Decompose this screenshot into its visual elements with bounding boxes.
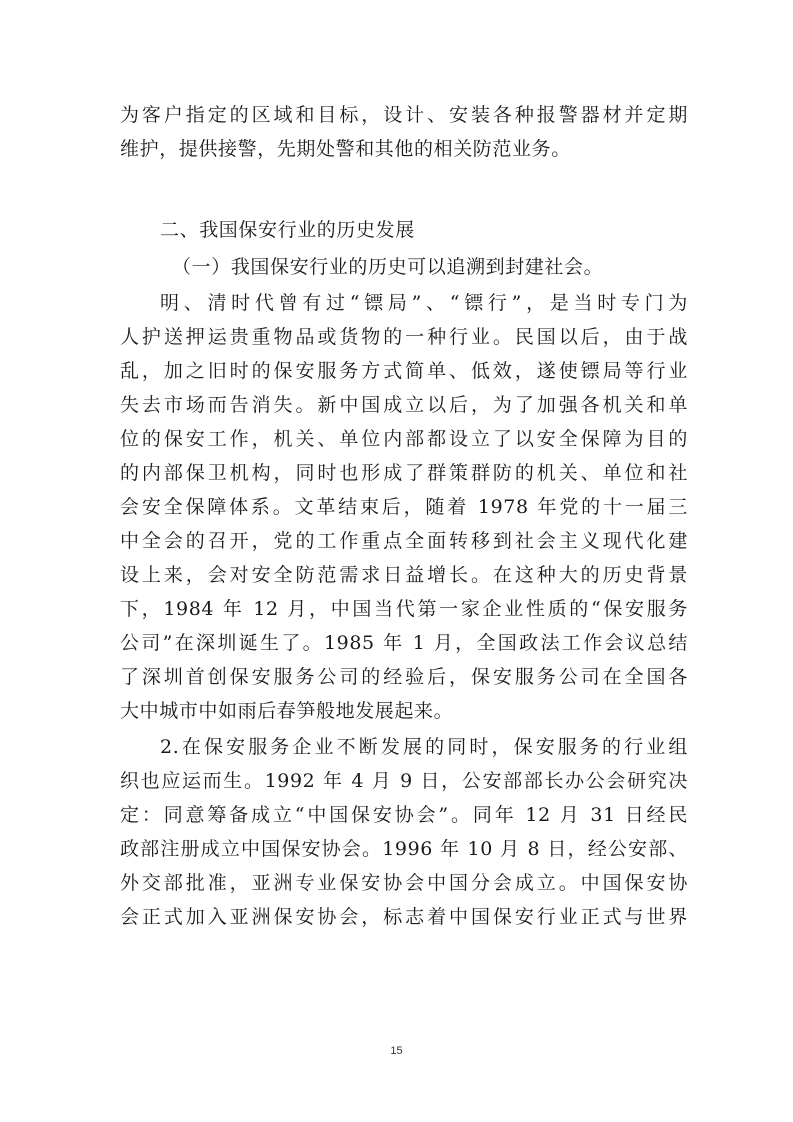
text-line: 设上来，会对安全防范需求日益增长。在这种大的历史背景 — [120, 564, 688, 586]
section-heading: 二、我国保安行业的历史发展 — [160, 219, 415, 241]
section-heading-block — [120, 213, 688, 247]
text-line: 外交部批准，亚洲专业保安协会中国分会成立。中国保安协 — [120, 872, 688, 894]
subsection-heading: （一）我国保安行业的历史可以追溯到封建社会。 — [172, 256, 604, 278]
text-line: 为客户指定的区域和目标，设计、安装各种报警器材并定期 — [120, 104, 688, 126]
page-number: 15 — [390, 1045, 403, 1057]
text-line: 大中城市中如雨后春笋般地发展起来。 — [120, 700, 454, 722]
intro-paragraph — [120, 98, 688, 166]
text-line: 的内部保卫机构，同时也形成了群策群防的机关、单位和社 — [120, 462, 688, 484]
subsection-heading-block — [120, 250, 688, 284]
paragraph-history — [120, 286, 688, 728]
text-line: 下，1984 年 12 月，中国当代第一家企业性质的“保安服务 — [120, 598, 688, 620]
text-line: 政部注册成立中国保安协会。1996 年 10 月 8 日，经公安部、 — [120, 838, 688, 860]
text-line: 乱，加之旧时的保安服务方式简单、低效，遂使镖局等行业 — [120, 360, 688, 382]
text-line: 失去市场而告消失。新中国成立以后，为了加强各机关和单 — [120, 394, 688, 416]
text-line: 会安全保障体系。文革结束后，随着 1978 年党的十一届三 — [120, 496, 688, 518]
text-line: 中全会的召开，党的工作重点全面转移到社会主义现代化建 — [120, 530, 688, 552]
text-line: 明、清时代曾有过“镖局”、“镖行”，是当时专门为 — [160, 292, 688, 314]
paragraph-association — [120, 730, 688, 934]
text-line: 人护送押运贵重物品或货物的一种行业。民国以后，由于战 — [120, 326, 688, 348]
text-line: 会正式加入亚洲保安协会，标志着中国保安行业正式与世界 — [120, 906, 688, 928]
text-line: 了深圳首创保安服务公司的经验后，保安服务公司在全国各 — [120, 666, 688, 688]
text-line: 织也应运而生。1992 年 4 月 9 日，公安部部长办公会研究决 — [120, 770, 688, 792]
text-line: 公司”在深圳诞生了。1985 年 1 月，全国政法工作会议总结 — [120, 632, 688, 654]
text-line: 位的保安工作，机关、单位内部都设立了以安全保障为目的 — [120, 428, 688, 450]
text-line: 2.在保安服务企业不断发展的同时，保安服务的行业组 — [160, 736, 688, 758]
text-line: 维护，提供接警，先期处警和其他的相关防范业务。 — [120, 138, 571, 160]
text-line: 定：同意筹备成立“中国保安协会”。同年 12 月 31 日经民 — [120, 804, 688, 826]
